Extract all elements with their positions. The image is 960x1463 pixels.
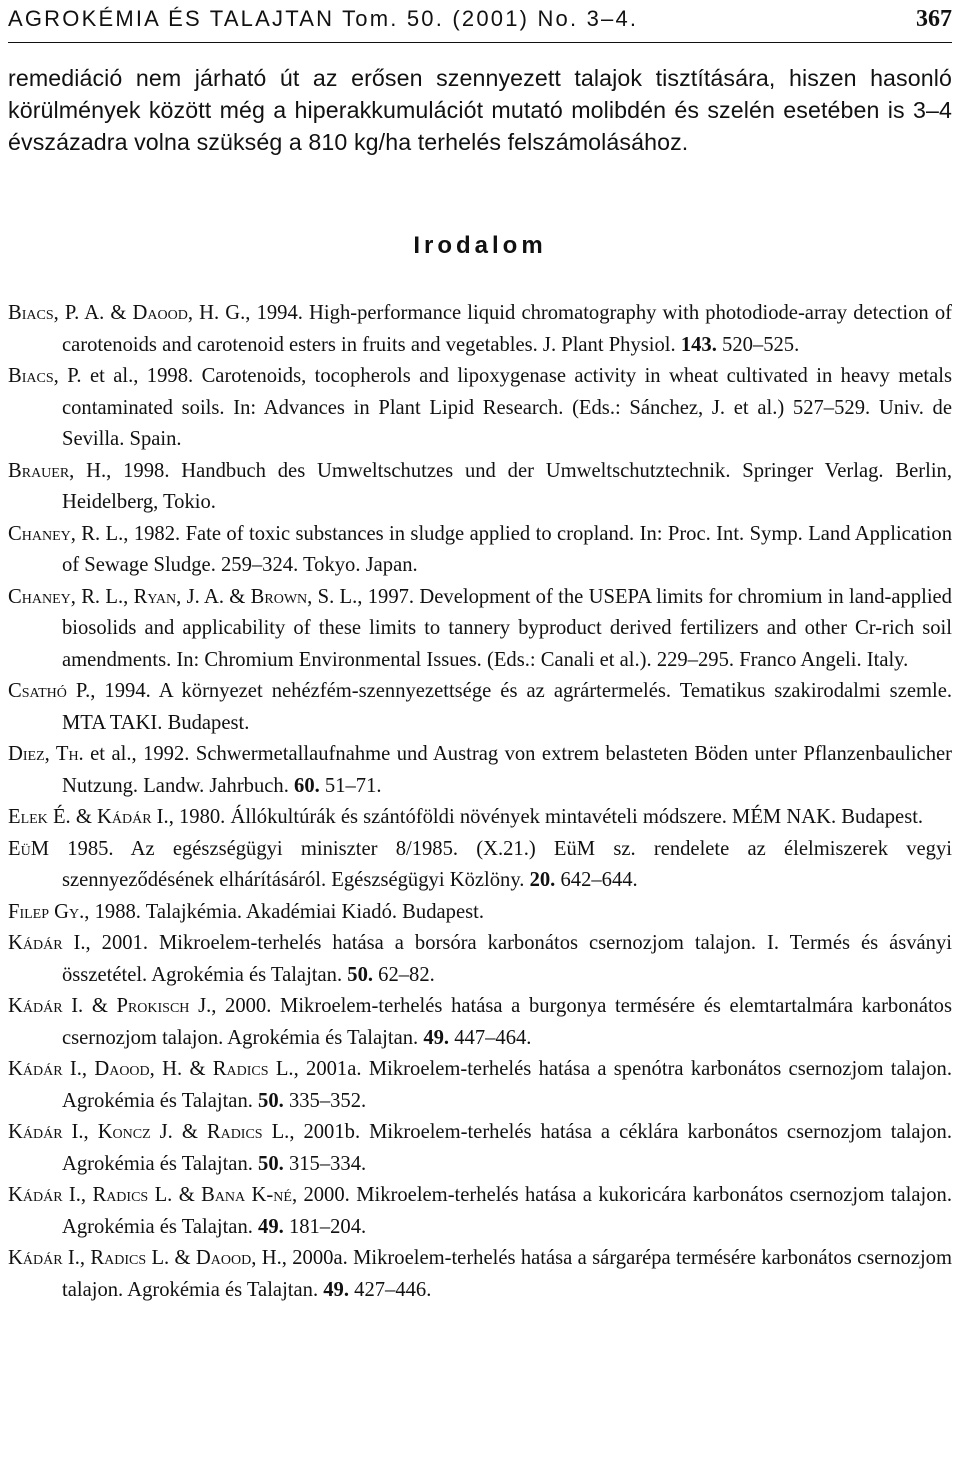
journal-title: AGROKÉMIA ÉS TALAJTAN Tom. 50. (2001) No. 3–4. — [8, 6, 639, 31]
reference-pages: 62–82. — [373, 963, 435, 986]
reference-entry — [8, 928, 952, 991]
reference-volume: 49. — [423, 1026, 450, 1049]
reference-pages: 315–334. — [283, 1152, 367, 1175]
reference-pages: 427–446. — [349, 1278, 432, 1301]
reference-text: Mikroelem-terhelés hatása a céklára karbonátos csernozjom talajon. Agrokémia és Talajtan. — [62, 1121, 952, 1175]
reference-entry — [8, 361, 952, 456]
running-header — [8, 4, 952, 43]
reference-entry — [8, 298, 952, 361]
reference-author: Kádár I. — [8, 932, 86, 954]
reference-year: , 2000. — [211, 995, 272, 1017]
reference-volume: 49. — [258, 1215, 284, 1238]
reference-entry — [8, 802, 952, 834]
reference-year: , 1994. — [90, 680, 151, 702]
reference-author: Chaney, R. L., Ryan, J. A. & Brown, S. L. — [8, 585, 358, 608]
reference-author: Filep Gy. — [8, 900, 85, 923]
reference-author: EüM — [8, 837, 50, 860]
reference-text: Mikroelem-terhelés hatása a borsóra karbonátos csernozjom talajon. I. Termés és ásványi összetétel. Agrokémia és Talajtan. — [62, 932, 952, 986]
reference-author: Diez, Th. — [8, 743, 84, 765]
reference-volume: 50. — [347, 963, 374, 986]
reference-pages: 51–71. — [319, 774, 382, 797]
reference-year: , 2001a. — [293, 1058, 362, 1080]
reference-author: Elek É. & Kádár I. — [8, 806, 169, 828]
reference-author: Chaney, R. L. — [8, 522, 124, 545]
reference-entry — [8, 519, 952, 582]
reference-author: Biacs, P. — [8, 365, 82, 387]
reference-author: Kádár I., Radics L. & Bana K-né — [8, 1184, 292, 1206]
reference-text: A környezet nehézfém-szennyezettsége és az agrártermelés. Tematikus szakirodalmi szemle. MTA TAKI. Budapest. — [62, 680, 952, 734]
reference-entry — [8, 1054, 952, 1117]
reference-year: 1985. — [49, 837, 114, 860]
reference-text: Állókultúrák és szántóföldi növények mintavételi módszere. MÉM NAK. Budapest. — [225, 806, 924, 828]
reference-entry — [8, 897, 952, 929]
reference-year: et al., 1998. — [81, 365, 194, 387]
body-paragraph: remediáció nem járható út az erősen szennyezett talajok tisztítására, hiszen hasonló körülmények között még a hiperakkumulációt mutató molibdén és szelén esetében is 3–4 évszázadra volna szükség a 810 kg/ha terhelés felszámolásához. — [8, 65, 952, 155]
reference-entry — [8, 1117, 952, 1180]
reference-pages: 642–644. — [555, 869, 638, 891]
reference-entry — [8, 1243, 952, 1306]
reference-text: Mikroelem-terhelés hatása a kukoricára karbonátos csernozjom talajon. Agrokémia és Talajtan. — [62, 1184, 952, 1238]
reference-pages: 520–525. — [716, 333, 800, 356]
reference-pages: 447–464. — [449, 1026, 532, 1049]
reference-year: , 1988. — [84, 900, 141, 923]
reference-author: Brauer, H. — [8, 459, 107, 482]
reference-author: Kádár I. & Prokisch J. — [8, 995, 212, 1017]
reference-entry — [8, 456, 952, 519]
reference-author: Kádár I., Daood, H. & Radics L. — [8, 1058, 294, 1080]
reference-text: Handbuch des Umweltschutzes und der Umweltschutztechnik. Springer Verlag. Berlin, Heidelberg, Tokio. — [62, 459, 952, 513]
reference-year: , 1997. — [357, 585, 415, 608]
reference-entry — [8, 991, 952, 1054]
reference-volume: 143. — [680, 333, 717, 356]
reference-text: Mikroelem-terhelés hatása a sárgarépa termésére karbonátos csernozjom talajon. Agrokémia és Talajtan. — [62, 1247, 953, 1301]
reference-text: Carotenoids, tocopherols and lipoxygenase activity in wheat cultivated in heavy metals contaminated soils. In: Advances in Plant Lipid Research. (Eds.: Sánchez, J. et al.) 527–529. Univ. de Sevilla. Spain. — [62, 365, 953, 450]
reference-text: Schwermetallaufnahme und Austrag von extrem belasteten Böden unter Pflanzenbaulicher Nutzung. Landw. Jahrbuch. — [62, 743, 952, 797]
reference-volume: 49. — [323, 1278, 349, 1301]
reference-year: , 2000. — [291, 1184, 350, 1206]
reference-pages: 181–204. — [283, 1215, 367, 1238]
section-heading: Irodalom — [413, 232, 547, 259]
reference-list — [8, 298, 952, 1306]
reference-text: Talajkémia. Akadémiai Kiadó. Budapest. — [140, 900, 484, 923]
reference-text: Development of the USEPA limits for chromium in land-applied biosolids and applicability of these limits to tannery byproduct derived fertilizers and other Cr-rich soil amendments. In: Chromium Environmental Issues. (Eds.: Canali et al.). 229–295. Franco Angeli. Italy. — [62, 585, 952, 671]
reference-year: , 2001b. — [289, 1121, 361, 1143]
reference-volume: 20. — [529, 869, 556, 891]
reference-entry — [8, 1180, 952, 1243]
reference-text: High-performance liquid chromatography with photodiode-array detection of carotenoids and carotenoid esters in fruits and vegetables. J. Plant Physiol. — [62, 302, 952, 356]
reference-year: et al., 1992. — [83, 743, 190, 765]
reference-entry — [8, 834, 952, 897]
reference-year: , 2000a. — [281, 1247, 348, 1269]
reference-volume: 50. — [258, 1089, 284, 1112]
reference-volume: 60. — [294, 774, 320, 797]
reference-text: Mikroelem-terhelés hatása a burgonya termésére és elemtartalmára karbonátos csernozjom talajon. Agrokémia és Talajtan. — [62, 995, 952, 1049]
page-number: 367 — [916, 6, 952, 32]
reference-year: , 1982. — [123, 522, 181, 545]
reference-author: Kádár I., Radics L. & Daood, H. — [8, 1247, 282, 1269]
reference-entry — [8, 582, 952, 677]
reference-year: , 1980. — [168, 806, 226, 828]
reference-year: , 2001. — [85, 932, 148, 954]
reference-text: Fate of toxic substances in sludge applied to cropland. In: Proc. Int. Symp. Land Application of Sewage Sludge. 259–324. Tokyo. Japan. — [62, 522, 952, 576]
reference-year: , 1994. — [245, 302, 303, 324]
reference-text: Mikroelem-terhelés hatása a spenótra karbonátos csernozjom talajon. Agrokémia és Talajtan. — [62, 1058, 952, 1112]
reference-author: Csathó P. — [8, 680, 91, 702]
reference-author: Biacs, P. A. & Daood, H. G. — [8, 302, 246, 324]
reference-text: Az egészségügyi miniszter 8/1985. (X.21.) EüM sz. rendelete az élelmiszerek vegyi szennyeződésének elhárításáról. Egészségügyi Közlöny. — [62, 837, 953, 891]
reference-entry — [8, 676, 952, 739]
reference-volume: 50. — [258, 1152, 284, 1175]
reference-year: , 1998. — [106, 459, 170, 482]
reference-pages: 335–352. — [283, 1089, 367, 1112]
reference-entry — [8, 739, 952, 802]
reference-author: Kádár I., Koncz J. & Radics L. — [8, 1121, 290, 1143]
